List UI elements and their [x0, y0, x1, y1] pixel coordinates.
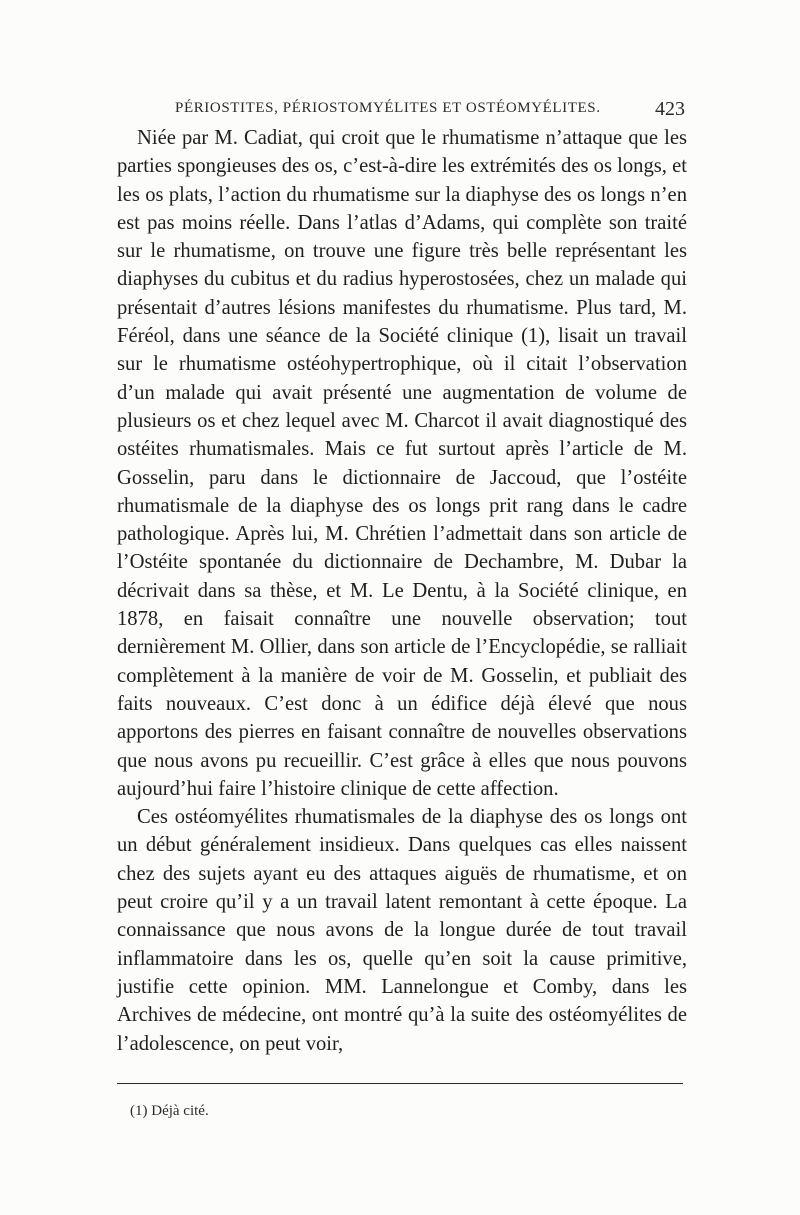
paragraph-2: Ces ostéomyélites rhumatismales de la diaphyse des os longs ont un début généralement insidieux. Dans quelques cas elles naissent chez des sujets ayant eu des attaques aiguës de rhumatisme, et on peut croire qu’il y a un travail latent remontant à cette époque. La connaissance que nous avons de la longue durée de tout travail inflammatoire dans les os, quelle qu’en soit la cause primitive, justifie cette opinion. MM. Lannelongue et Comby, dans les Archives de médecine, ont montré qu’à la suite des ostéomyélites de l’adolescence, on peut voir, — [117, 806, 687, 1055]
running-head — [175, 100, 705, 124]
body-text — [117, 124, 687, 1058]
footnote: (1) Déjà cité. — [130, 1103, 209, 1119]
page-number: 423 — [655, 98, 685, 120]
paragraph-1: Niée par M. Cadiat, qui croit que le rhumatisme n’attaque que les parties spongieuses des os, c’est-à-dire les extrémités des os longs, et les os plats, l’action du rhumatisme sur la diaphyse des os longs n’en est pas moins réelle. Dans l’atlas d’Adams, qui complète son traité sur le rhumatisme, on trouve une figure très belle représentant les diaphyses du cubitus et du radius hyperostosées, chez un malade qui présentait d’autres lésions manifestes du rhumatisme. Plus tard, M. Féréol, dans une séance de la Société clinique (1), lisait un travail sur le rhumatisme ostéohypertrophique, où il citait l’observation d’un malade qui avait présenté une augmentation de volume de plusieurs os et chez lequel avec M. Charcot il avait diagnostiqué des ostéites rhumatismales. Mais ce fut surtout après l’article de M. Gosselin, paru dans le dictionnaire de Jaccoud, que l’ostéite rhumatismale de la diaphyse des os longs prit rang dans le cadre pathologique. Après lui, M. Chrétien l’admettait dans son article de l’Ostéite spontanée du dictionnaire de Dechambre, M. Dubar la décrivait dans sa thèse, et M. Le Dentu, à la Société clinique, en 1878, en faisait connaître une nouvelle observation; tout dernièrement M. Ollier, dans son article de l’Encyclopédie, se ralliait complètement à la manière de voir de M. Gosselin, et publiait des faits nouveaux. C’est donc à un édifice déjà élevé que nous apportons des pierres en faisant connaître de nouvelles observations que nous avons pu recueillir. C’est grâce à elles que nous pouvons aujourd’hui faire l’histoire clinique de cette affection. — [117, 127, 687, 800]
running-head-title: PÉRIOSTITES, PÉRIOSTOMYÉLITES ET OSTÉOMYÉLITES. — [175, 100, 601, 116]
footnote-rule — [117, 1083, 683, 1084]
